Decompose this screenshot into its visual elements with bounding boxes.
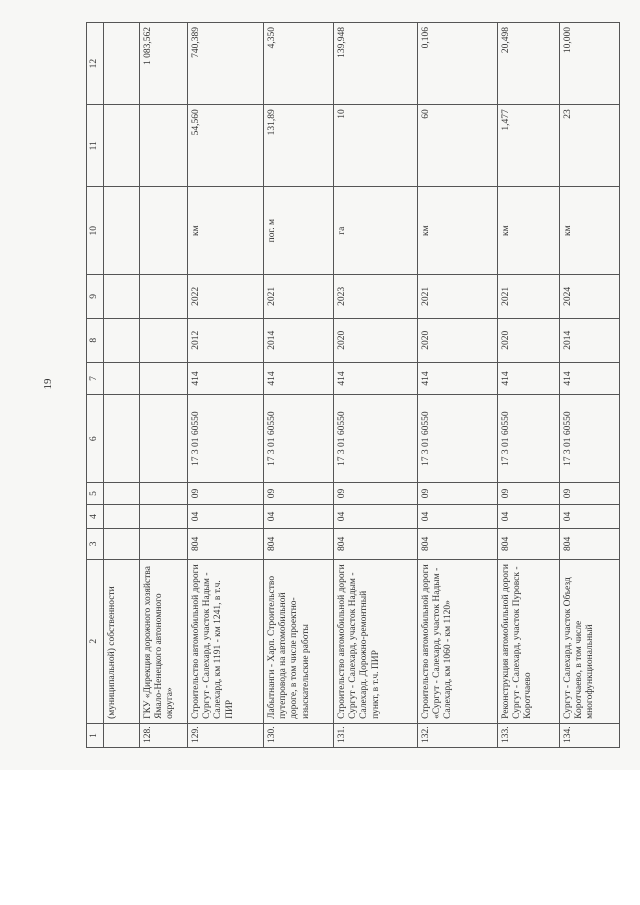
cell-c11: 131,89 bbox=[264, 105, 334, 187]
cell-c12: 10,000 bbox=[560, 23, 620, 105]
row-number: 133. bbox=[498, 723, 560, 747]
row-name: Строительство автомобильной дороги Сургут - Салехард, участок Надым - Салехард. Дорожно-ремонтный пункт, в т.ч. ПИР bbox=[334, 559, 418, 723]
row-number: 134. bbox=[560, 723, 620, 747]
cell-c10: км bbox=[498, 187, 560, 275]
budget-table-wrapper bbox=[86, 22, 616, 748]
cell-c7: 414 bbox=[418, 362, 498, 395]
cell-c8: 2020 bbox=[498, 318, 560, 362]
page-number: 19 bbox=[42, 378, 54, 390]
cell-c11: 23 bbox=[560, 105, 620, 187]
table-row bbox=[188, 23, 264, 748]
row-name: Строительство автомобильной дороги «Сургут - Салехард, участок Надым - Салехард, км 1060 - км 1120» bbox=[418, 559, 498, 723]
cell-c9: 2022 bbox=[188, 274, 264, 318]
cell-c11 bbox=[140, 105, 188, 187]
cell-c9 bbox=[140, 274, 188, 318]
cell-c3: 804 bbox=[334, 529, 418, 560]
header-cell: 7 bbox=[87, 362, 104, 395]
header-cell: 1 bbox=[87, 723, 104, 747]
cell-c8 bbox=[104, 318, 140, 362]
cell-c10: км bbox=[188, 187, 264, 275]
cell-c7: 414 bbox=[188, 362, 264, 395]
cell-c6: 17 3 01 60550 bbox=[264, 395, 334, 483]
cell-c11: 1,477 bbox=[498, 105, 560, 187]
row-name: Реконструкция автомобильной дороги Сургут - Салехард, участок Пуровск - Коротчаево bbox=[498, 559, 560, 723]
header-cell: 11 bbox=[87, 105, 104, 187]
header-cell: 4 bbox=[87, 504, 104, 528]
cell-c9: 2021 bbox=[498, 274, 560, 318]
cell-c4: 04 bbox=[498, 504, 560, 528]
cell-c7: 414 bbox=[334, 362, 418, 395]
header-cell: 8 bbox=[87, 318, 104, 362]
row-name: Строительство автомобильной дороги Сургут - Салехард, участок Надым - Салехард, км 1191 - км 1241, в т.ч. ПИР bbox=[188, 559, 264, 723]
cell-c7 bbox=[104, 362, 140, 395]
cell-c6 bbox=[140, 395, 188, 483]
cell-c9 bbox=[104, 274, 140, 318]
cell-c5: 09 bbox=[188, 483, 264, 505]
row-number: 132. bbox=[418, 723, 498, 747]
row-number bbox=[104, 723, 140, 747]
row-name: ГКУ «Дирекция дорожного хозяйства Ямало-Ненецкого автономного округа» bbox=[140, 559, 188, 723]
row-number: 129. bbox=[188, 723, 264, 747]
row-number: 128. bbox=[140, 723, 188, 747]
cell-c10: га bbox=[334, 187, 418, 275]
cell-c8: 2012 bbox=[188, 318, 264, 362]
cell-c4 bbox=[140, 504, 188, 528]
table-row bbox=[418, 23, 498, 748]
cell-c12: 20,498 bbox=[498, 23, 560, 105]
cell-c10: пог. м bbox=[264, 187, 334, 275]
cell-c10 bbox=[140, 187, 188, 275]
cell-c7 bbox=[140, 362, 188, 395]
cell-c8: 2020 bbox=[334, 318, 418, 362]
cell-c5: 09 bbox=[334, 483, 418, 505]
cell-c11: 60 bbox=[418, 105, 498, 187]
cell-c10: км bbox=[560, 187, 620, 275]
cell-c3: 804 bbox=[188, 529, 264, 560]
table-row bbox=[498, 23, 560, 748]
table-row bbox=[334, 23, 418, 748]
table-row bbox=[264, 23, 334, 748]
header-cell: 2 bbox=[87, 559, 104, 723]
cell-c12: 740,389 bbox=[188, 23, 264, 105]
cell-c5: 09 bbox=[560, 483, 620, 505]
cell-c5: 09 bbox=[498, 483, 560, 505]
cell-c4: 04 bbox=[334, 504, 418, 528]
table-row bbox=[560, 23, 620, 748]
cell-c5 bbox=[140, 483, 188, 505]
cell-c8 bbox=[140, 318, 188, 362]
cell-c6: 17 3 01 60550 bbox=[498, 395, 560, 483]
cell-c4: 04 bbox=[264, 504, 334, 528]
cell-c3 bbox=[104, 529, 140, 560]
cell-c8: 2014 bbox=[264, 318, 334, 362]
row-name: Лабытнанги - Харп. Строительство путепровода на автомобильной дороге, в том числе проектно-изыскательские работы bbox=[264, 559, 334, 723]
header-cell: 12 bbox=[87, 23, 104, 105]
cell-c12: 139,948 bbox=[334, 23, 418, 105]
cell-c9: 2024 bbox=[560, 274, 620, 318]
table-row bbox=[104, 23, 140, 748]
cell-c9: 2023 bbox=[334, 274, 418, 318]
cell-c5 bbox=[104, 483, 140, 505]
cell-c5: 09 bbox=[264, 483, 334, 505]
cell-c8: 2020 bbox=[418, 318, 498, 362]
row-name: (муниципальной) собственности bbox=[104, 559, 140, 723]
cell-c3: 804 bbox=[264, 529, 334, 560]
cell-c6 bbox=[104, 395, 140, 483]
cell-c6: 17 3 01 60550 bbox=[334, 395, 418, 483]
cell-c11 bbox=[104, 105, 140, 187]
table-header-row bbox=[87, 23, 104, 748]
cell-c7: 414 bbox=[498, 362, 560, 395]
table-row bbox=[140, 23, 188, 748]
header-cell: 5 bbox=[87, 483, 104, 505]
cell-c9: 2021 bbox=[264, 274, 334, 318]
cell-c12: 1 083,562 bbox=[140, 23, 188, 105]
cell-c4: 04 bbox=[188, 504, 264, 528]
row-number: 131. bbox=[334, 723, 418, 747]
cell-c4: 04 bbox=[560, 504, 620, 528]
header-cell: 3 bbox=[87, 529, 104, 560]
cell-c8: 2014 bbox=[560, 318, 620, 362]
cell-c6: 17 3 01 60550 bbox=[560, 395, 620, 483]
cell-c9: 2021 bbox=[418, 274, 498, 318]
cell-c11: 10 bbox=[334, 105, 418, 187]
cell-c3: 804 bbox=[498, 529, 560, 560]
cell-c4 bbox=[104, 504, 140, 528]
row-name: Сургут - Салехард, участок Объезд Коротчаево, в том числе многофункциональный bbox=[560, 559, 620, 723]
header-cell: 9 bbox=[87, 274, 104, 318]
cell-c11: 54,560 bbox=[188, 105, 264, 187]
budget-table bbox=[86, 22, 620, 748]
cell-c5: 09 bbox=[418, 483, 498, 505]
cell-c3 bbox=[140, 529, 188, 560]
cell-c3: 804 bbox=[418, 529, 498, 560]
cell-c12: 4,350 bbox=[264, 23, 334, 105]
cell-c10: км bbox=[418, 187, 498, 275]
cell-c3: 804 bbox=[560, 529, 620, 560]
header-cell: 6 bbox=[87, 395, 104, 483]
header-cell: 10 bbox=[87, 187, 104, 275]
cell-c6: 17 3 01 60550 bbox=[418, 395, 498, 483]
cell-c7: 414 bbox=[264, 362, 334, 395]
row-number: 130. bbox=[264, 723, 334, 747]
cell-c12 bbox=[104, 23, 140, 105]
cell-c4: 04 bbox=[418, 504, 498, 528]
cell-c6: 17 3 01 60550 bbox=[188, 395, 264, 483]
cell-c12: 0,106 bbox=[418, 23, 498, 105]
cell-c7: 414 bbox=[560, 362, 620, 395]
cell-c10 bbox=[104, 187, 140, 275]
